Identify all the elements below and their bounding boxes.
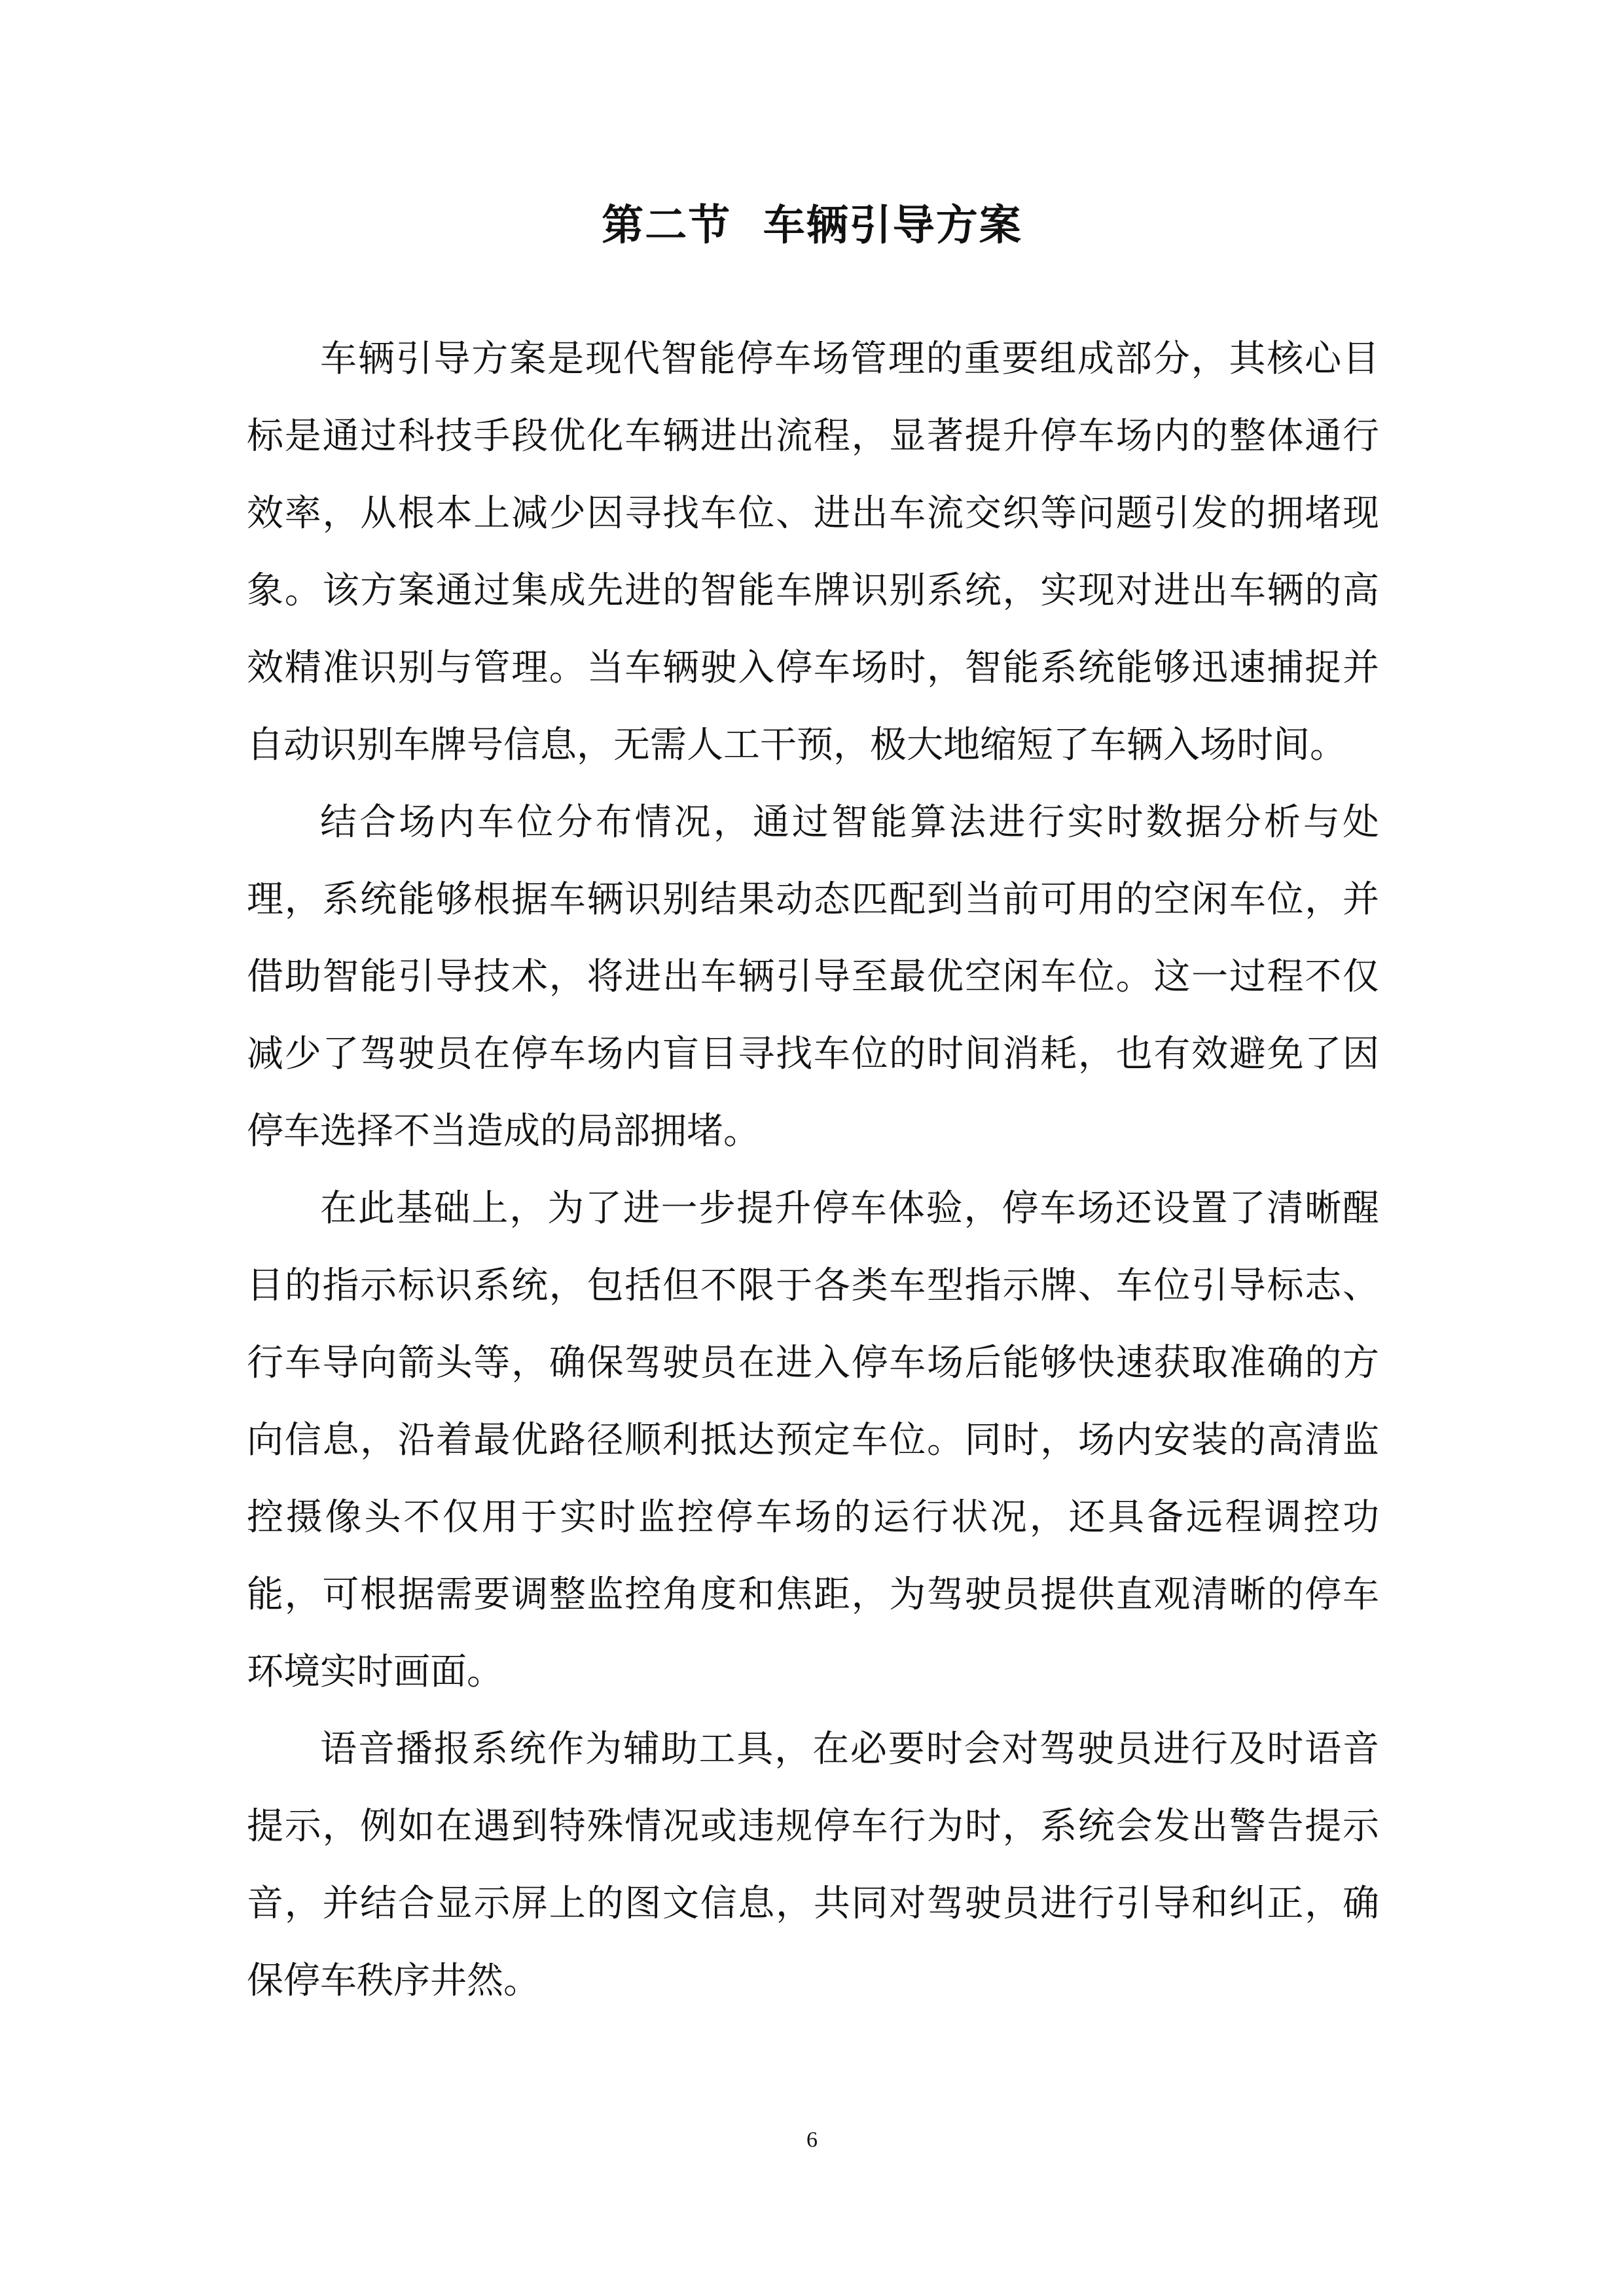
paragraph-1: 车辆引导方案是现代智能停车场管理的重要组成部分，其核心目标是通过科技手段优化车辆进出流程，显著提升停车场内的整体通行效率，从根本上减少因寻找车位、进出车流交织等问题引发的拥堵现象。该方案通过集成先进的智能车牌识别系统，实现对进出车辆的高效精准识别与管理。当车辆驶入停车场时，智能系统能够迅速捕捉并自动识别车牌号信息，无需人工干预，极大地缩短了车辆入场时间。 <box>247 338 1379 766</box>
section-title: 第二节 车辆引导方案 <box>602 202 1022 250</box>
paragraph-4: 语音播报系统作为辅助工具，在必要时会对驾驶员进行及时语音提示，例如在遇到特殊情况或违规停车行为时，系统会发出警告提示音，并结合显示屏上的图文信息，共同对驾驶员进行引导和纠正，确保停车秩序井然。 <box>247 1728 1379 2002</box>
paragraph-3: 在此基础上，为了进一步提升停车体验，停车场还设置了清晰醒目的指示标识系统，包括但不限于各类车型指示牌、车位引导标志、行车导向箭头等，确保驾驶员在进入停车场后能够快速获取准确的方向信息，沿着最优路径顺利抵达预定车位。同时，场内安装的高清监控摄像头不仅用于实时监控停车场的运行状况，还具备远程调控功能，可根据需要调整监控角度和焦距，为驾驶员提供直观清晰的停车环境实时画面。 <box>247 1187 1379 1693</box>
body-text <box>247 321 1379 2020</box>
page-number: 6 <box>806 2128 818 2152</box>
paragraph-2: 结合场内车位分布情况，通过智能算法进行实时数据分析与处理，系统能够根据车辆识别结果动态匹配到当前可用的空闲车位，并借助智能引导技术，将进出车辆引导至最优空闲车位。这一过程不仅减少了驾驶员在停车场内盲目寻找车位的时间消耗，也有效避免了因停车选择不当造成的局部拥堵。 <box>247 801 1379 1153</box>
